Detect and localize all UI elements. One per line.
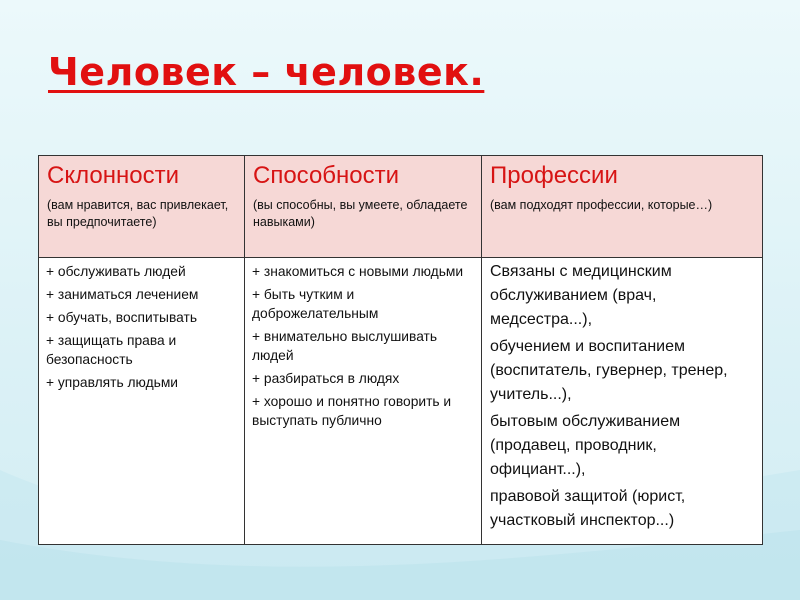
inclination-item: + управлять людьми bbox=[46, 375, 179, 390]
abilities-cell bbox=[245, 258, 482, 545]
header-subtitle: (вам подходят профессии, которые…) bbox=[490, 198, 713, 212]
ability-item: + хорошо и понятно говорить и выступать публично bbox=[252, 394, 452, 428]
header-subtitle: (вы способны, вы умеете, обладаете навыками) bbox=[253, 198, 468, 229]
table-header-row bbox=[39, 156, 763, 258]
table-body-row bbox=[39, 258, 763, 545]
ability-item: + быть чутким и доброжелательным bbox=[252, 287, 379, 321]
header-label: Способности bbox=[253, 162, 400, 189]
profession-group: Связаны с медицинским обслуживанием (врач, медсестра...), bbox=[490, 263, 672, 328]
inclination-item: + обслуживать людей bbox=[46, 264, 186, 279]
header-subtitle: (вам нравится, вас привлекает, вы предпочитаете) bbox=[47, 198, 229, 229]
slide-title: Человек – человек. bbox=[48, 50, 485, 94]
career-table bbox=[38, 155, 762, 545]
table-grid bbox=[38, 155, 763, 545]
inclination-item: + обучать, воспитывать bbox=[46, 310, 198, 325]
ability-item: + знакомиться с новыми людьми bbox=[252, 264, 464, 279]
profession-group: обучением и воспитанием (воспитатель, гувернер, тренер, учитель...), bbox=[490, 338, 728, 403]
header-label: Склонности bbox=[47, 162, 179, 189]
ability-item: + разбираться в людях bbox=[252, 371, 400, 386]
header-inclinations bbox=[39, 156, 245, 258]
inclination-item: + заниматься лечением bbox=[46, 287, 199, 302]
ability-item: + внимательно выслушивать людей bbox=[252, 329, 438, 363]
header-label: Профессии bbox=[490, 162, 618, 189]
profession-group: бытовым обслуживанием (продавец, проводник, официант...), bbox=[490, 413, 681, 478]
inclination-item: + защищать права и безопасность bbox=[46, 333, 177, 367]
profession-group: правовой защитой (юрист, участковый инспектор...) bbox=[490, 488, 686, 529]
professions-cell bbox=[482, 258, 763, 545]
header-abilities bbox=[245, 156, 482, 258]
header-professions bbox=[482, 156, 763, 258]
inclinations-cell bbox=[39, 258, 245, 545]
